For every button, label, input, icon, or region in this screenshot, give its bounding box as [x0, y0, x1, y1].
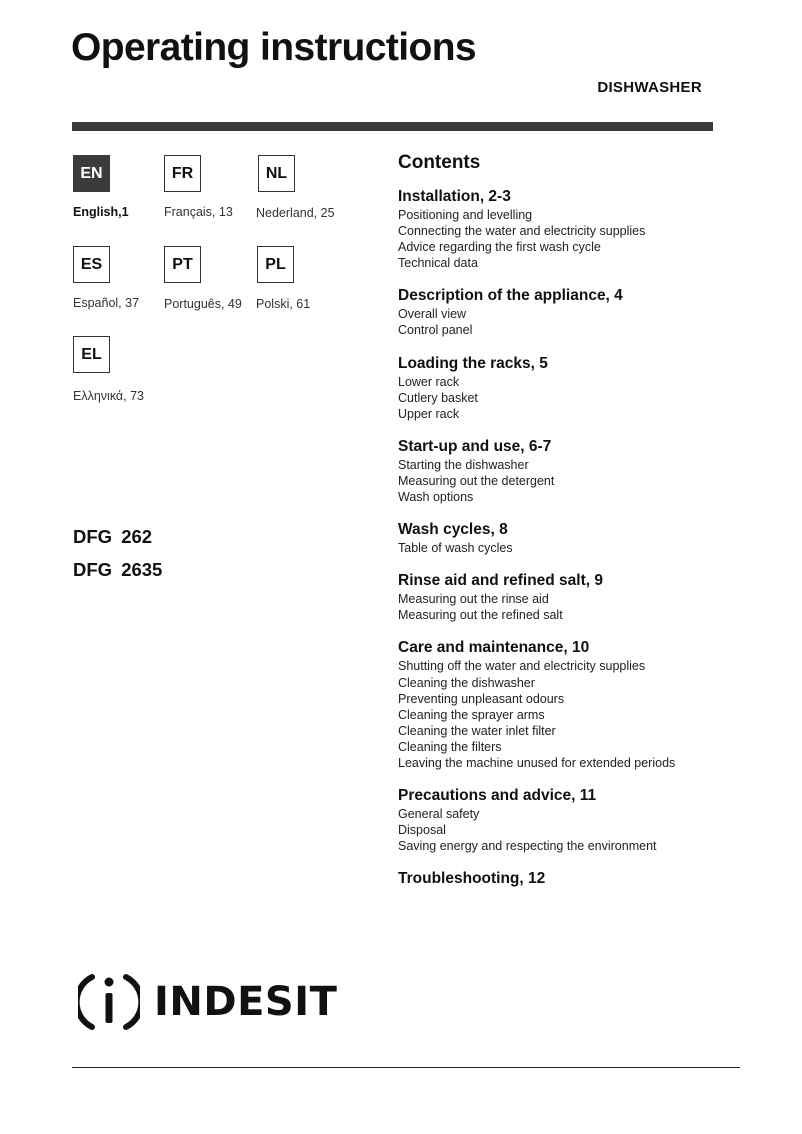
section-item: Positioning and levelling: [398, 208, 533, 222]
contents-section: [398, 571, 758, 623]
contents-section: [398, 869, 758, 888]
section-item: Table of wash cycles: [398, 541, 513, 556]
brand-wordmark: INDESIT: [154, 979, 338, 1025]
section-item: Cleaning the dishwasher: [398, 675, 535, 690]
lang-caption-pl: Polski, 61: [256, 297, 311, 311]
section-item: Wash options: [398, 490, 474, 505]
section-item: Leaving the machine unused for extended periods: [398, 755, 676, 770]
section-item: General safety: [398, 807, 480, 822]
section-title[interactable]: Wash cycles, 8: [398, 521, 508, 539]
contents-section: [398, 638, 758, 771]
section-title[interactable]: Description of the appliance, 4: [398, 287, 623, 305]
model-number: DFG 2635: [73, 559, 163, 580]
section-title[interactable]: Installation, 2-3: [398, 188, 511, 205]
contents-section: [398, 786, 758, 854]
section-item: Cleaning the water inlet filter: [398, 723, 556, 738]
lang-tab-en[interactable]: EN: [73, 155, 110, 192]
section-item: Control panel: [398, 323, 473, 338]
lang-caption-nl: Nederland, 25: [256, 206, 335, 220]
contents-sections: [398, 187, 758, 888]
lang-caption-es: Español, 37: [73, 296, 140, 310]
section-item: Cutlery basket: [398, 390, 478, 405]
lang-caption-pt: Português, 49: [164, 297, 242, 311]
contents-section: [398, 286, 758, 338]
page-title: Operating instructions: [71, 26, 477, 69]
section-item: Measuring out the detergent: [398, 473, 555, 488]
lang-tab-el[interactable]: EL: [73, 336, 110, 373]
section-item: Lower rack: [398, 374, 460, 389]
table-of-contents: [398, 152, 758, 903]
lang-caption-el: Ελληνικά, 73: [73, 389, 144, 403]
section-item: Disposal: [398, 823, 446, 838]
section-item: Saving energy and respecting the environment: [398, 839, 657, 854]
contents-section: [398, 187, 758, 271]
section-title[interactable]: Care and maintenance, 10: [398, 639, 590, 657]
section-title[interactable]: Start-up and use, 6-7: [398, 437, 552, 455]
section-item: Preventing unpleasant odours: [398, 691, 565, 706]
lang-caption-en: English,1: [73, 205, 129, 219]
section-item: Measuring out the rinse aid: [398, 592, 549, 607]
section-title[interactable]: Troubleshooting, 12: [398, 870, 546, 888]
lang-tab-es[interactable]: ES: [73, 246, 110, 283]
lang-tab-pl[interactable]: PL: [257, 246, 294, 283]
contents-heading: Contents: [398, 152, 481, 173]
lang-tab-pt[interactable]: PT: [164, 246, 201, 283]
section-item: Cleaning the filters: [398, 739, 502, 754]
header-divider: [72, 122, 713, 131]
lang-tab-fr[interactable]: FR: [164, 155, 201, 192]
section-item: Connecting the water and electricity supplies: [398, 224, 646, 239]
contents-section: [398, 520, 758, 556]
section-item: Cleaning the sprayer arms: [398, 707, 545, 722]
section-item: Starting the dishwasher: [398, 457, 529, 472]
indesit-logo-icon: [78, 971, 140, 1033]
product-type: DISHWASHER: [597, 79, 702, 96]
section-item: Measuring out the refined salt: [398, 608, 563, 623]
section-item: Technical data: [398, 256, 478, 271]
footer-divider: [72, 1067, 740, 1068]
section-item: Advice regarding the first wash cycle: [398, 240, 601, 255]
lang-caption-fr: Français, 13: [164, 205, 233, 219]
lang-tab-nl[interactable]: NL: [258, 155, 295, 192]
section-item: Overall view: [398, 307, 467, 322]
section-item: Upper rack: [398, 406, 460, 421]
section-item: Shutting off the water and electricity supplies: [398, 659, 646, 674]
contents-section: [398, 437, 758, 505]
section-title[interactable]: Loading the racks, 5: [398, 354, 548, 372]
contents-section: [398, 354, 758, 422]
brand-logo: [78, 971, 337, 1033]
section-title[interactable]: Rinse aid and refined salt, 9: [398, 572, 604, 590]
model-number: DFG 262: [73, 526, 153, 547]
section-title[interactable]: Precautions and advice, 11: [398, 787, 597, 805]
